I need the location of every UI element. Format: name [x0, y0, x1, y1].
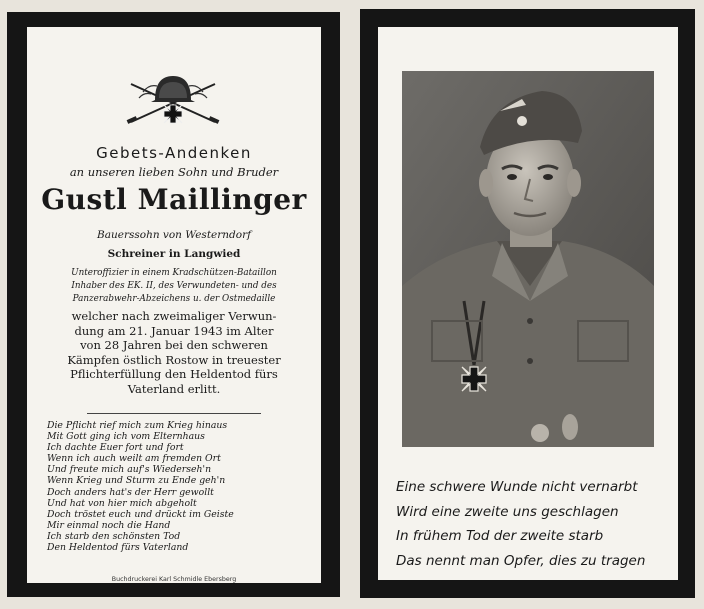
decorations-line-1: Inhaber des EK. II, des Verwundeten- und des — [71, 281, 277, 291]
poem-line: Mit Gott ging ich vom Elternhaus — [47, 431, 205, 443]
death-line-3: von 28 Jahren bei den schweren — [80, 338, 268, 352]
poem-line: Den Heldentod fürs Vaterland — [47, 542, 189, 554]
rank-decorations — [27, 267, 321, 306]
helmet-swords-cross-icon — [123, 70, 223, 130]
memorial-poem — [47, 420, 307, 553]
deceased-name: Gustl Maillinger — [41, 183, 307, 216]
poem-line: Doch anders hat's der Herr gewollt — [47, 486, 214, 498]
poem-line: Ich starb den schönsten Tod — [47, 530, 181, 542]
poem-line: Und freute mich auf's Wiederseh'n — [47, 464, 212, 476]
verse-line: Das nennt man Opfer, dies zu tragen — [396, 552, 646, 569]
origin-line: Bauerssohn von Westerndorf — [97, 229, 251, 241]
poem-line: Ich dachte Euer fort und fort — [47, 442, 184, 454]
decorations-line-2: Panzerabwehr-Abzeichens u. der Ostmedaille — [72, 294, 276, 304]
verse-line: Eine schwere Wunde nicht vernarbt — [396, 479, 638, 495]
poem-line: Wenn Krieg und Sturm zu Ende geh'n — [47, 475, 226, 487]
poem-line: Wenn ich auch weilt am fremden Ort — [47, 453, 221, 465]
card-subtitle: an unseren lieben Sohn und Bruder — [69, 165, 279, 179]
death-line-5: Pflichterfüllung den Heldentod fürs — [70, 367, 278, 381]
death-line-1: welcher nach zweimaliger Verwun- — [71, 309, 277, 323]
rank-line: Unteroffizier in einem Kradschützen-Bataillon — [71, 268, 277, 278]
poem-line: Mir einmal noch die Hand — [47, 519, 171, 531]
poem-line: Doch tröstet euch und drückt im Geiste — [47, 508, 234, 520]
left-card — [7, 12, 340, 597]
death-line-2: dung am 21. Januar 1943 im Alter — [74, 323, 274, 338]
divider — [87, 413, 261, 414]
occupation-line: Schreiner in Langwied — [107, 248, 241, 260]
death-line-6: Vaterland erlitt. — [127, 381, 221, 396]
poem-line: Die Pflicht rief mich zum Krieg hinaus — [47, 420, 228, 431]
left-card-content — [27, 27, 321, 583]
death-notice — [27, 309, 321, 396]
verse — [396, 475, 676, 573]
printer-credit: Buchdruckerei Karl Schmidle Ebersberg — [111, 576, 237, 583]
poem-line: Und hat von hier mich abgeholt — [47, 497, 197, 509]
soldier-portrait-icon — [402, 71, 654, 447]
right-card-content — [378, 27, 678, 580]
death-line-4: Kämpfen östlich Rostow in treuester — [67, 352, 281, 367]
right-card — [360, 9, 695, 598]
verse-line: Wird eine zweite uns geschlagen — [396, 503, 619, 520]
soldier-portrait-photo — [402, 71, 654, 447]
verse-line: In frühem Tod der zweite starb — [396, 528, 604, 545]
card-title: Gebets-Andenken — [96, 144, 252, 162]
